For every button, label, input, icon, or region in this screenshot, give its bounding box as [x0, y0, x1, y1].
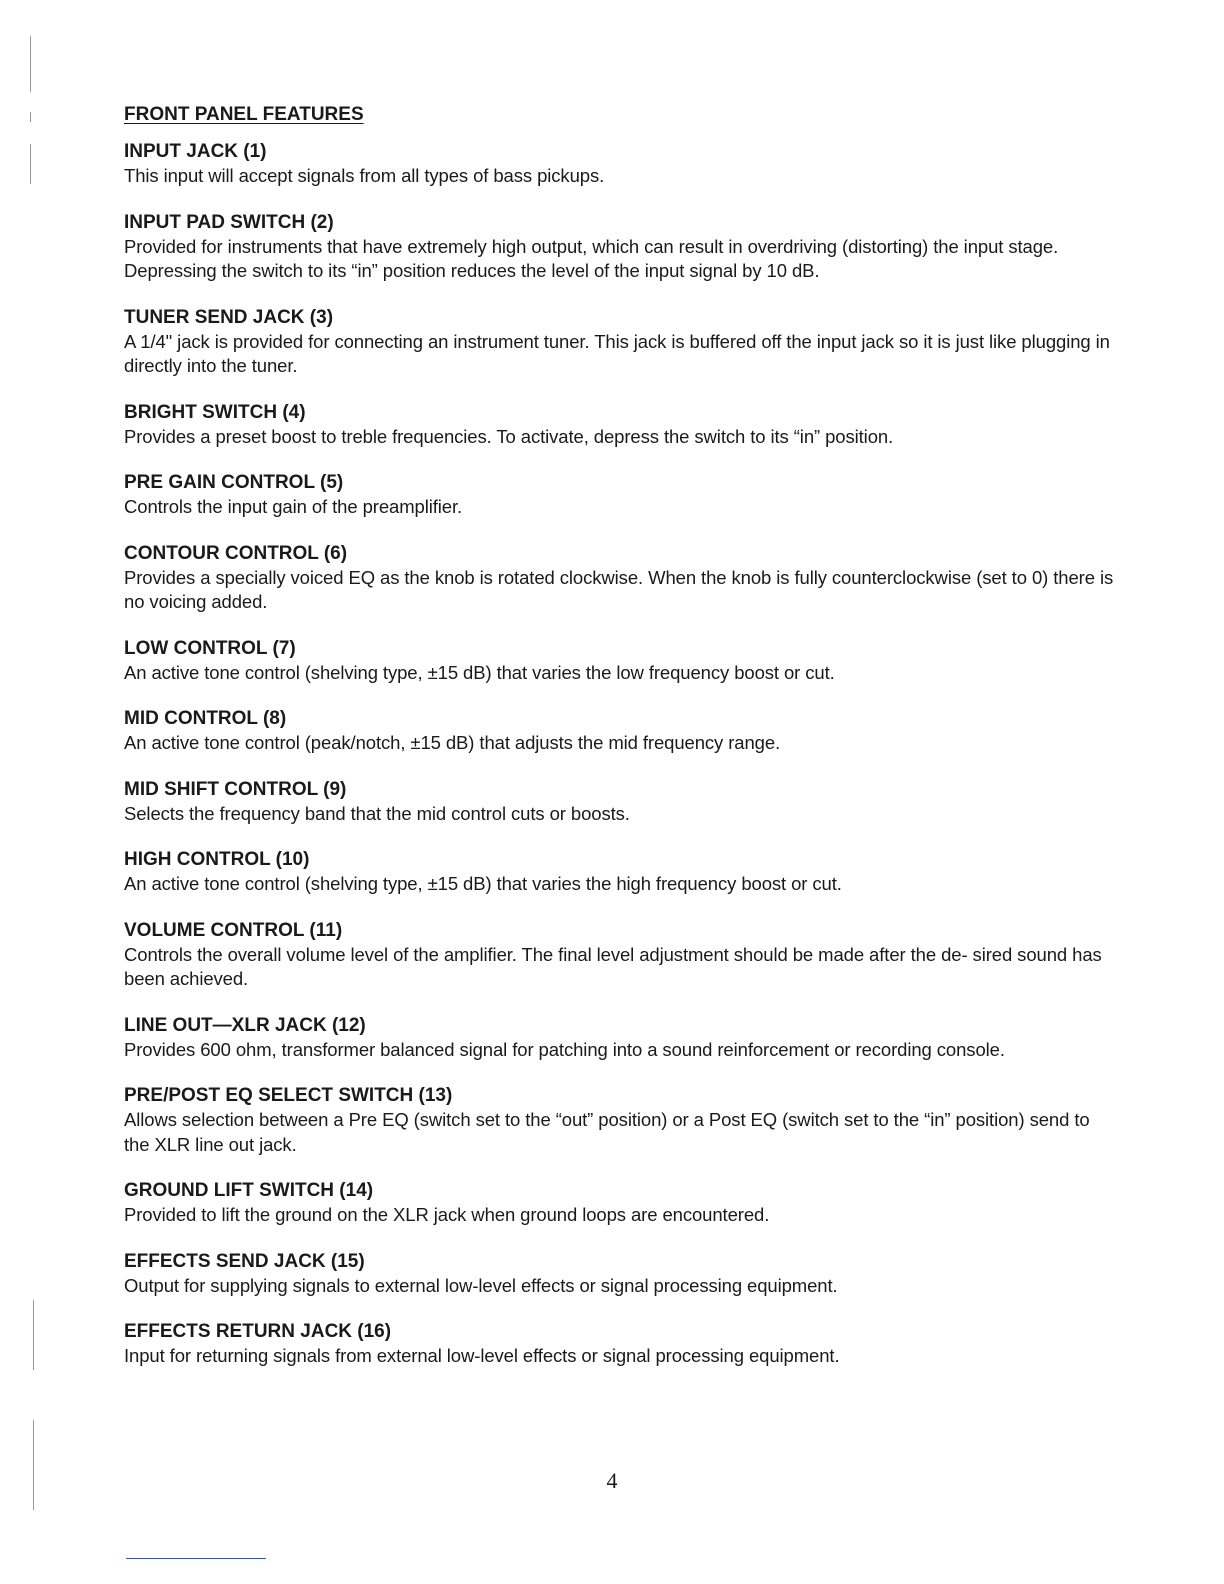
feature-item: [124, 1250, 1114, 1299]
feature-item: [124, 140, 1114, 189]
feature-item: [124, 919, 1114, 992]
feature-item: [124, 1014, 1114, 1063]
feature-description: This input will accept signals from all types of bass pickups.: [124, 165, 605, 186]
feature-heading: BRIGHT SWITCH (4): [124, 401, 306, 423]
feature-heading: EFFECTS SEND JACK (15): [124, 1250, 365, 1272]
feature-item: [124, 211, 1114, 284]
feature-description: Controls the overall volume level of the amplifier. The final level adjustment should be made after the de- sired sound has been achieved.: [124, 943, 1102, 989]
feature-heading: HIGH CONTROL (10): [124, 849, 310, 870]
scan-mark: [30, 144, 31, 184]
feature-item: [124, 471, 1114, 520]
feature-description: Output for supplying signals to external low-level effects or signal processing equipment.: [124, 1274, 838, 1296]
feature-description: Input for returning signals from external low-level effects or signal processing equipment.: [124, 1345, 840, 1366]
feature-description: Provided for instruments that have extremely high output, which can result in overdriving (distorting) the input stage. Depressing the switch to its “in” position reduces the level of the input signal by 10 dB.: [124, 235, 1059, 281]
feature-heading: CONTOUR CONTROL (6): [124, 542, 348, 564]
feature-heading: PRE GAIN CONTROL (5): [124, 472, 344, 493]
section-title: FRONT PANEL FEATURES: [124, 104, 364, 125]
scan-mark: [33, 1300, 34, 1370]
feature-heading: GROUND LIFT SWITCH (14): [124, 1180, 374, 1201]
footer-rule: [126, 1558, 266, 1559]
feature-item: [124, 1320, 1114, 1369]
feature-description: An active tone control (shelving type, ±15 dB) that varies the high frequency boost or cut.: [124, 873, 842, 894]
feature-description: Selects the frequency band that the mid control cuts or boosts.: [124, 802, 630, 824]
feature-heading: PRE/POST EQ SELECT SWITCH (13): [124, 1085, 453, 1106]
feature-description: An active tone control (shelving type, ±15 dB) that varies the low frequency boost or cut.: [124, 661, 835, 683]
feature-item: [124, 778, 1114, 827]
feature-item: [124, 1179, 1114, 1228]
feature-heading: MID SHIFT CONTROL (9): [124, 778, 347, 800]
feature-description: Provides a specially voiced EQ as the knob is rotated clockwise. When the knob is fully counterclockwise (set to 0) there is no voicing added.: [124, 566, 1114, 612]
feature-description: An active tone control (peak/notch, ±15 dB) that adjusts the mid frequency range.: [124, 732, 781, 753]
scan-mark: [30, 36, 31, 92]
feature-item: [124, 542, 1114, 615]
feature-item: [124, 637, 1114, 686]
feature-item: [124, 1084, 1114, 1157]
page-number: 4: [606, 1468, 618, 1493]
content: [124, 104, 1114, 1391]
feature-heading: INPUT JACK (1): [124, 141, 267, 162]
feature-description: Allows selection between a Pre EQ (switch set to the “out” position) or a Post EQ (switch set to the “in” position) send to the XLR line out jack.: [124, 1109, 1090, 1155]
feature-item: [124, 707, 1114, 756]
scan-mark: [30, 112, 31, 122]
feature-item: [124, 306, 1114, 379]
feature-heading: MID CONTROL (8): [124, 708, 287, 729]
feature-heading: INPUT PAD SWITCH (2): [124, 211, 334, 233]
feature-item: [124, 848, 1114, 897]
feature-description: Provided to lift the ground on the XLR jack when ground loops are encountered.: [124, 1204, 770, 1225]
feature-heading: EFFECTS RETURN JACK (16): [124, 1321, 392, 1342]
feature-description: Provides 600 ohm, transformer balanced signal for patching into a sound reinforcement or recording console.: [124, 1038, 1005, 1060]
feature-description: Provides a preset boost to treble frequencies. To activate, depress the switch to its “in” position.: [124, 425, 894, 447]
scan-mark: [33, 1420, 34, 1510]
feature-heading: VOLUME CONTROL (11): [124, 919, 343, 941]
feature-item: [124, 401, 1114, 450]
feature-heading: LOW CONTROL (7): [124, 637, 296, 659]
feature-heading: TUNER SEND JACK (3): [124, 306, 334, 328]
feature-description: Controls the input gain of the preamplifier.: [124, 496, 463, 517]
feature-description: A 1/4" jack is provided for connecting an instrument tuner. This jack is buffered off the input jack so it is just like plugging in directly into the tuner.: [124, 330, 1110, 376]
feature-heading: LINE OUT—XLR JACK (12): [124, 1014, 366, 1036]
